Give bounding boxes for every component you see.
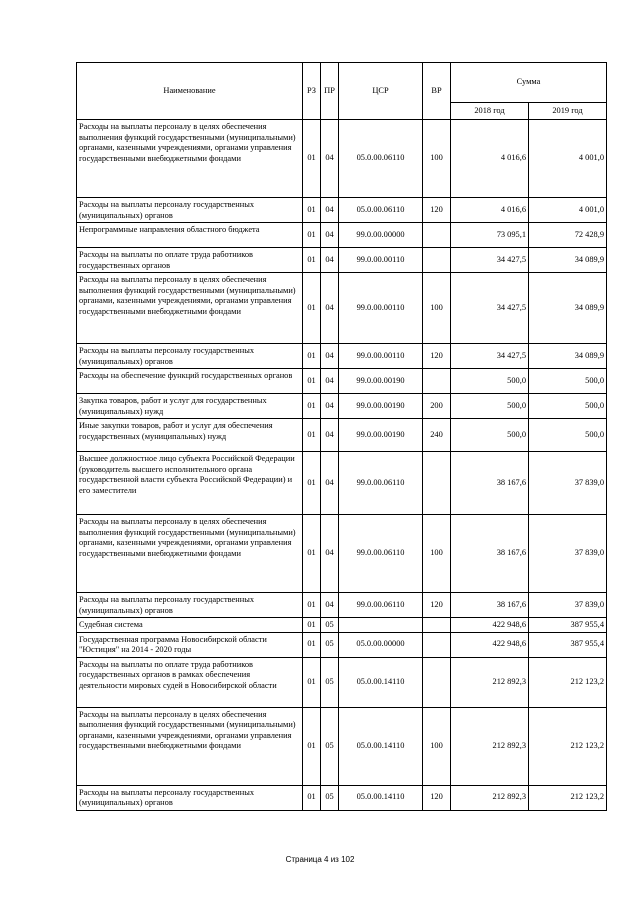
row-value-2018: 38 167,6 (451, 515, 529, 593)
row-vr: 100 (423, 515, 451, 593)
row-pr: 04 (321, 419, 339, 452)
row-name: Судебная система (77, 618, 303, 633)
row-pr: 04 (321, 394, 339, 419)
row-csr: 05.0.00.06110 (339, 198, 423, 223)
row-rz: 01 (303, 248, 321, 273)
table-row (77, 344, 607, 369)
row-rz: 01 (303, 785, 321, 810)
row-vr (423, 223, 451, 248)
row-rz: 01 (303, 515, 321, 593)
row-value-2019: 37 839,0 (529, 515, 607, 593)
row-pr: 04 (321, 344, 339, 369)
row-name: Иные закупки товаров, работ и услуг для обеспечения государственных (муниципальных) нужд (77, 419, 303, 452)
row-rz: 01 (303, 452, 321, 515)
row-rz: 01 (303, 632, 321, 657)
row-value-2018: 212 892,3 (451, 707, 529, 785)
row-rz: 01 (303, 344, 321, 369)
row-name: Закупка товаров, работ и услуг для государственных (муниципальных) нужд (77, 394, 303, 419)
row-value-2019: 4 001,0 (529, 198, 607, 223)
row-csr (339, 618, 423, 633)
row-value-2019: 387 955,4 (529, 632, 607, 657)
row-rz: 01 (303, 394, 321, 419)
row-vr (423, 657, 451, 707)
row-rz: 01 (303, 657, 321, 707)
table-row (77, 632, 607, 657)
row-pr: 04 (321, 515, 339, 593)
row-name: Расходы на выплаты персоналу в целях обеспечения выполнения функций государственными (муниципальными) органами, казенными учреждениями, органами управления государственными внебюджетными фондами (77, 120, 303, 198)
row-vr (423, 369, 451, 394)
header-name: Наименование (77, 63, 303, 120)
table-row (77, 394, 607, 419)
row-name: Расходы на выплаты по оплате труда работников государственных органов в рамках обеспечения деятельности мировых судей в Новосибирской области (77, 657, 303, 707)
row-rz: 01 (303, 273, 321, 344)
page-number: Страница 4 из 102 (285, 855, 355, 864)
row-csr: 99.0.00.00110 (339, 273, 423, 344)
row-vr (423, 452, 451, 515)
row-value-2019: 500,0 (529, 419, 607, 452)
header-csr: ЦСР (339, 63, 423, 120)
header-year-2018: 2018 год (451, 103, 529, 120)
row-name: Непрограммные направления областного бюджета (77, 223, 303, 248)
budget-table (76, 62, 607, 811)
row-vr: 240 (423, 419, 451, 452)
row-csr: 05.0.00.14110 (339, 707, 423, 785)
row-value-2018: 500,0 (451, 369, 529, 394)
table-row (77, 657, 607, 707)
row-csr: 05.0.00.00000 (339, 632, 423, 657)
row-csr: 99.0.00.00110 (339, 344, 423, 369)
row-csr: 99.0.00.00000 (339, 223, 423, 248)
table-row (77, 369, 607, 394)
row-name: Государственная программа Новосибирской области "Юстиция" на 2014 - 2020 годы (77, 632, 303, 657)
row-name: Расходы на выплаты персоналу государственных (муниципальных) органов (77, 344, 303, 369)
row-pr: 04 (321, 248, 339, 273)
row-value-2018: 500,0 (451, 419, 529, 452)
row-vr: 100 (423, 707, 451, 785)
row-value-2018: 73 095,1 (451, 223, 529, 248)
table-body (77, 120, 607, 811)
row-value-2019: 500,0 (529, 394, 607, 419)
row-value-2019: 34 089,9 (529, 273, 607, 344)
row-value-2019: 212 123,2 (529, 785, 607, 810)
row-vr (423, 632, 451, 657)
table-row (77, 785, 607, 810)
row-name: Расходы на выплаты персоналу в целях обеспечения выполнения функций государственными (муниципальными) органами, казенными учреждениями, органами управления государственными внебюджетными фондами (77, 515, 303, 593)
row-vr (423, 618, 451, 633)
row-vr (423, 248, 451, 273)
table-row (77, 273, 607, 344)
row-value-2019: 37 839,0 (529, 452, 607, 515)
row-value-2019: 212 123,2 (529, 657, 607, 707)
row-csr: 05.0.00.06110 (339, 120, 423, 198)
row-value-2019: 34 089,9 (529, 344, 607, 369)
row-value-2018: 500,0 (451, 394, 529, 419)
row-value-2019: 500,0 (529, 369, 607, 394)
row-pr: 05 (321, 657, 339, 707)
row-pr: 04 (321, 369, 339, 394)
table-row (77, 452, 607, 515)
row-pr: 04 (321, 452, 339, 515)
row-rz: 01 (303, 369, 321, 394)
table-row (77, 419, 607, 452)
row-csr: 99.0.00.06110 (339, 452, 423, 515)
header-rz: РЗ (303, 63, 321, 120)
row-rz: 01 (303, 223, 321, 248)
table-row (77, 515, 607, 593)
header-year-2019: 2019 год (529, 103, 607, 120)
table-row (77, 248, 607, 273)
row-value-2019: 72 428,9 (529, 223, 607, 248)
row-value-2018: 34 427,5 (451, 248, 529, 273)
row-vr: 120 (423, 344, 451, 369)
row-value-2018: 212 892,3 (451, 785, 529, 810)
row-rz: 01 (303, 419, 321, 452)
row-value-2019: 387 955,4 (529, 618, 607, 633)
table-row (77, 198, 607, 223)
row-name: Расходы на выплаты по оплате труда работников государственных органов (77, 248, 303, 273)
table-row (77, 593, 607, 618)
header-pr: ПР (321, 63, 339, 120)
row-vr: 120 (423, 785, 451, 810)
table-row (77, 223, 607, 248)
table-row (77, 120, 607, 198)
row-value-2019: 37 839,0 (529, 593, 607, 618)
row-name: Высшее должностное лицо субъекта Российской Федерации (руководитель высшего исполнительного органа государственной власти субъекта Российской Федерации) и его заместители (77, 452, 303, 515)
row-vr: 100 (423, 120, 451, 198)
table-row (77, 618, 607, 633)
row-csr: 05.0.00.14110 (339, 657, 423, 707)
row-pr: 05 (321, 707, 339, 785)
row-csr: 99.0.00.06110 (339, 593, 423, 618)
row-rz: 01 (303, 593, 321, 618)
row-pr: 04 (321, 273, 339, 344)
row-name: Расходы на выплаты персоналу государственных (муниципальных) органов (77, 198, 303, 223)
row-value-2018: 34 427,5 (451, 273, 529, 344)
row-rz: 01 (303, 120, 321, 198)
row-value-2018: 38 167,6 (451, 593, 529, 618)
row-rz: 01 (303, 618, 321, 633)
row-pr: 05 (321, 618, 339, 633)
row-vr: 120 (423, 198, 451, 223)
row-value-2018: 422 948,6 (451, 632, 529, 657)
row-vr: 120 (423, 593, 451, 618)
row-value-2018: 38 167,6 (451, 452, 529, 515)
row-csr: 99.0.00.00190 (339, 369, 423, 394)
row-name: Расходы на выплаты персоналу государственных (муниципальных) органов (77, 593, 303, 618)
row-name: Расходы на выплаты персоналу в целях обеспечения выполнения функций государственными (муниципальными) органами, казенными учреждениями, органами управления государственными внебюджетными фондами (77, 273, 303, 344)
row-vr: 200 (423, 394, 451, 419)
row-pr: 04 (321, 593, 339, 618)
header-vr: ВР (423, 63, 451, 120)
row-csr: 99.0.00.06110 (339, 515, 423, 593)
row-name: Расходы на выплаты персоналу в целях обеспечения выполнения функций государственными (муниципальными) органами, казенными учреждениями, органами управления государственными внебюджетными фондами (77, 707, 303, 785)
row-name: Расходы на выплаты персоналу государственных (муниципальных) органов (77, 785, 303, 810)
row-csr: 99.0.00.00110 (339, 248, 423, 273)
row-rz: 01 (303, 198, 321, 223)
row-pr: 04 (321, 223, 339, 248)
row-csr: 05.0.00.14110 (339, 785, 423, 810)
row-pr: 04 (321, 120, 339, 198)
row-pr: 05 (321, 785, 339, 810)
row-value-2018: 34 427,5 (451, 344, 529, 369)
row-rz: 01 (303, 707, 321, 785)
row-value-2018: 422 948,6 (451, 618, 529, 633)
row-value-2019: 34 089,9 (529, 248, 607, 273)
row-value-2018: 4 016,6 (451, 198, 529, 223)
row-pr: 05 (321, 632, 339, 657)
row-csr: 99.0.00.00190 (339, 419, 423, 452)
row-csr: 99.0.00.00190 (339, 394, 423, 419)
header-sum: Сумма (451, 63, 607, 103)
row-value-2018: 212 892,3 (451, 657, 529, 707)
row-value-2019: 4 001,0 (529, 120, 607, 198)
row-value-2018: 4 016,6 (451, 120, 529, 198)
row-name: Расходы на обеспечение функций государственных органов (77, 369, 303, 394)
row-value-2019: 212 123,2 (529, 707, 607, 785)
row-pr: 04 (321, 198, 339, 223)
table-row (77, 707, 607, 785)
row-vr: 100 (423, 273, 451, 344)
